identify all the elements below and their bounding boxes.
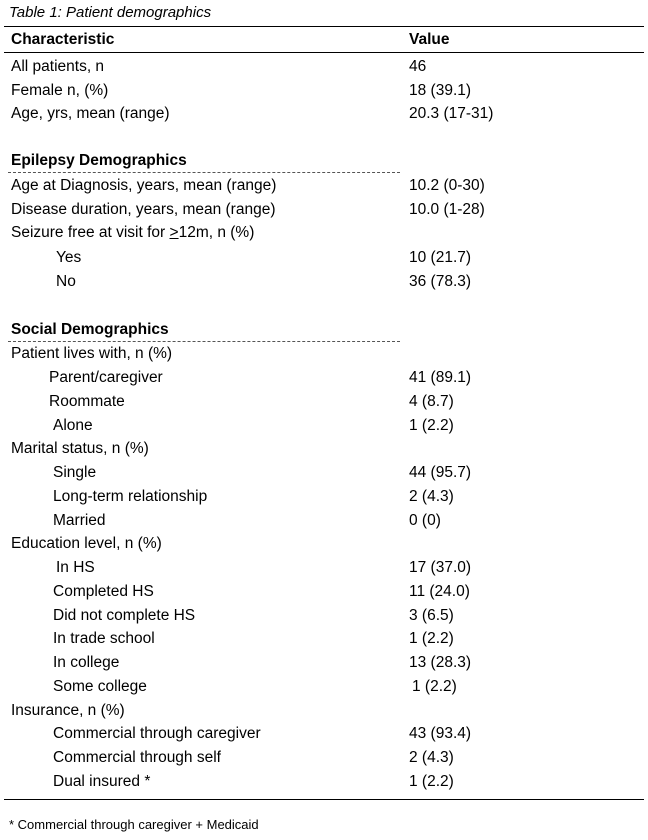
table-row <box>0 605 648 627</box>
row-value: 1 (2.2) <box>412 678 457 695</box>
table-row <box>0 510 648 532</box>
row-value: 10.0 (1-28) <box>409 201 485 218</box>
top-rule <box>4 26 644 27</box>
row-label: Marital status, n (%) <box>11 440 149 457</box>
table-row <box>0 533 648 555</box>
row-label: Age, yrs, mean (range) <box>11 105 170 122</box>
table-row <box>0 723 648 745</box>
table-row <box>0 771 648 793</box>
table-row <box>0 175 648 197</box>
header-rule <box>4 52 644 53</box>
row-value: 20.3 (17-31) <box>409 105 494 122</box>
section-heading: Social Demographics <box>11 321 169 338</box>
header-row <box>0 29 648 51</box>
row-value: 1 (2.2) <box>409 417 454 434</box>
row-label: Commercial through caregiver <box>53 725 261 742</box>
table-row <box>0 247 648 269</box>
label-part-underlined: > <box>169 224 179 241</box>
row-value: 2 (4.3) <box>409 488 454 505</box>
row-label: Disease duration, years, mean (range) <box>11 201 276 218</box>
row-label: In HS <box>56 559 95 576</box>
section-heading-social <box>0 319 648 341</box>
row-label: Dual insured * <box>53 773 151 790</box>
label-part: Seizure free at visit for <box>11 224 170 241</box>
section-heading-epilepsy <box>0 150 648 172</box>
table-row <box>0 462 648 484</box>
row-label: Completed HS <box>53 583 154 600</box>
row-value: 10 (21.7) <box>409 249 472 266</box>
table-row <box>0 343 648 365</box>
row-label: Did not complete HS <box>53 607 196 624</box>
section-divider <box>8 341 400 342</box>
table-row <box>0 56 648 78</box>
table-row <box>0 557 648 579</box>
table-caption: Table 1: Patient demographics <box>9 4 212 21</box>
row-value: 0 (0) <box>409 512 441 529</box>
table-row <box>0 391 648 413</box>
label-part: 12m, n (%) <box>178 224 255 241</box>
row-value: 3 (6.5) <box>409 607 454 624</box>
table-row <box>0 700 648 722</box>
row-value: 18 (39.1) <box>409 82 472 99</box>
row-label: Education level, n (%) <box>11 535 162 552</box>
table-row <box>0 652 648 674</box>
table-row <box>0 222 648 244</box>
row-value: 17 (37.0) <box>409 559 472 576</box>
table-row <box>0 486 648 508</box>
row-value: 10.2 (0-30) <box>409 177 485 194</box>
row-label: Commercial through self <box>53 749 221 766</box>
row-value: 1 (2.2) <box>409 630 454 647</box>
row-value: 43 (93.4) <box>409 725 472 742</box>
table-footnote: * Commercial through caregiver + Medicaid <box>9 817 259 832</box>
row-label: Long-term relationship <box>53 488 208 505</box>
section-divider <box>8 172 400 173</box>
table-row <box>0 199 648 221</box>
row-label: Patient lives with, n (%) <box>11 345 173 362</box>
row-value: 4 (8.7) <box>409 393 454 410</box>
row-label: Insurance, n (%) <box>11 702 125 719</box>
table-row <box>0 628 648 650</box>
header-characteristic: Characteristic <box>11 31 115 48</box>
row-label: Parent/caregiver <box>49 369 163 386</box>
row-label: Roommate <box>49 393 125 410</box>
row-value: 11 (24.0) <box>409 583 470 600</box>
table-row <box>0 80 648 102</box>
table-row <box>0 581 648 603</box>
row-label: In college <box>53 654 120 671</box>
table-row <box>0 103 648 125</box>
row-label <box>11 222 254 244</box>
bottom-rule <box>4 799 644 800</box>
row-value: 46 <box>409 58 427 75</box>
header-value: Value <box>409 31 450 48</box>
table-row <box>0 747 648 769</box>
table-row <box>0 415 648 437</box>
row-label: No <box>56 273 76 290</box>
table-row <box>0 438 648 460</box>
table-row <box>0 271 648 293</box>
table-row <box>0 367 648 389</box>
row-label: Yes <box>56 249 82 266</box>
row-label: All patients, n <box>11 58 105 75</box>
row-label: Female n, (%) <box>11 82 109 99</box>
row-label: Single <box>53 464 97 481</box>
row-value: 2 (4.3) <box>409 749 454 766</box>
row-value: 13 (28.3) <box>409 654 472 671</box>
section-heading: Epilepsy Demographics <box>11 152 187 169</box>
row-label: Alone <box>53 417 93 434</box>
row-label: Age at Diagnosis, years, mean (range) <box>11 177 277 194</box>
row-value: 1 (2.2) <box>409 773 454 790</box>
row-label: Some college <box>53 678 147 695</box>
table-row <box>0 676 648 698</box>
row-value: 41 (89.1) <box>409 369 472 386</box>
row-value: 36 (78.3) <box>409 273 472 290</box>
row-value: 44 (95.7) <box>409 464 472 481</box>
row-label: In trade school <box>53 630 155 647</box>
row-label: Married <box>53 512 106 529</box>
